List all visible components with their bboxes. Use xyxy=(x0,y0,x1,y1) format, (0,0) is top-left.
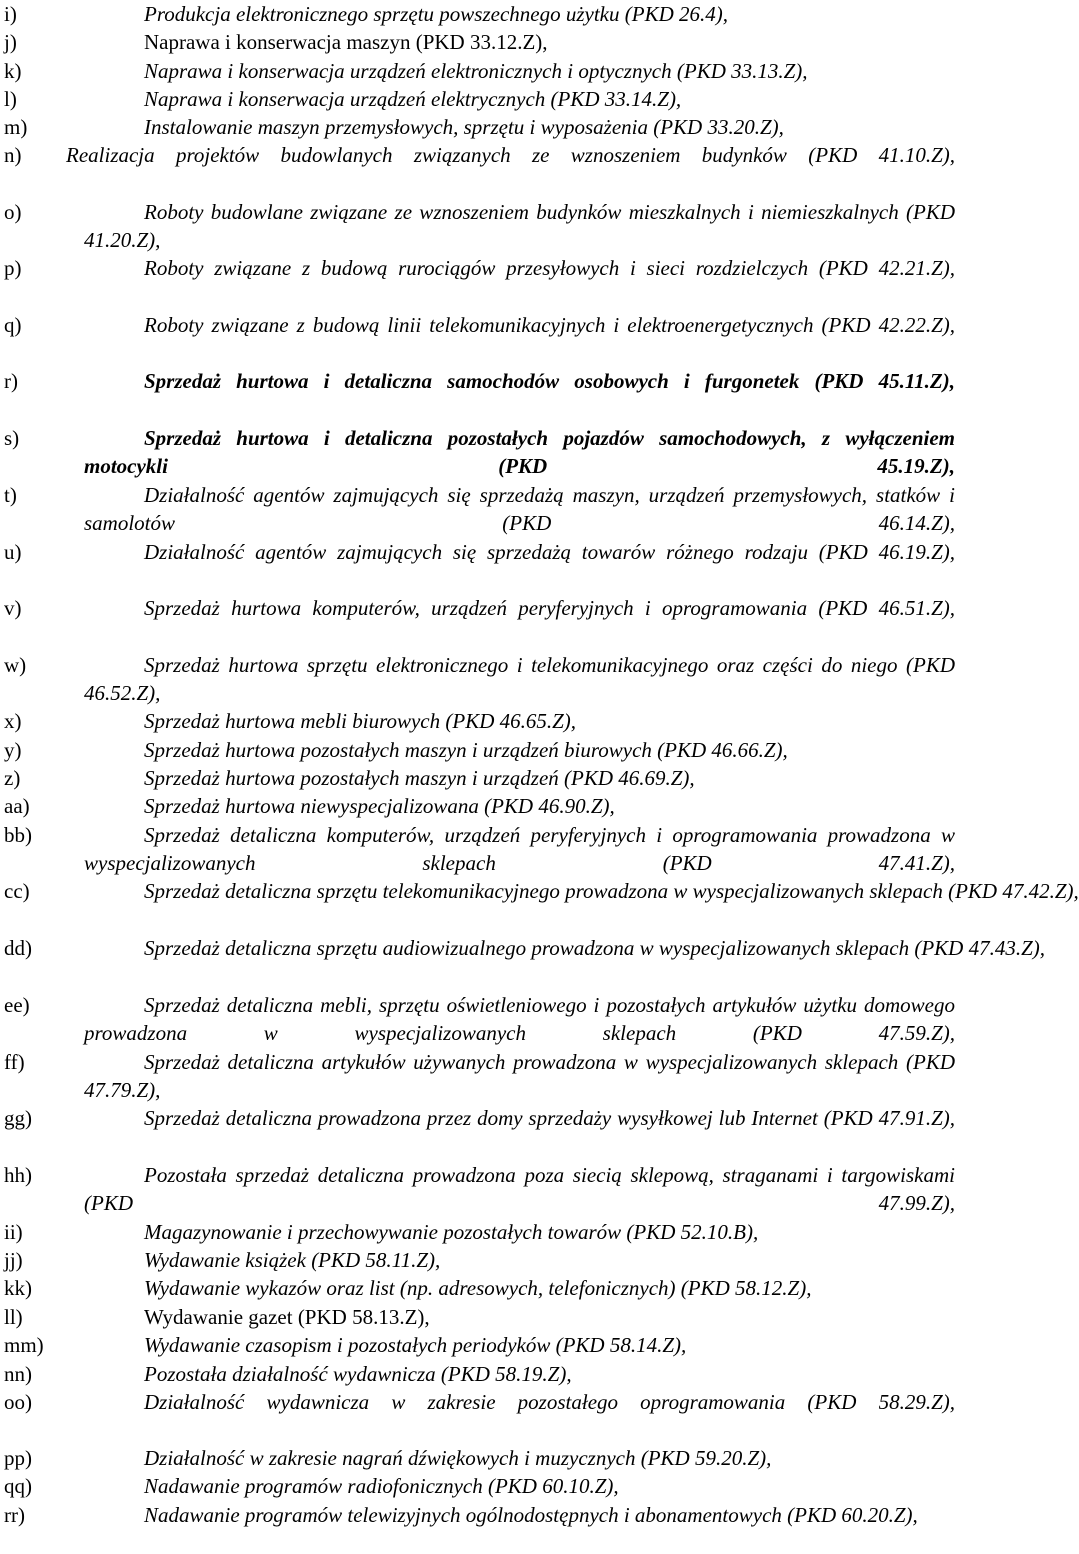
list-item-label: aa) xyxy=(4,794,30,818)
list-item xyxy=(0,85,960,113)
list-item-text: Sprzedaż detaliczna sprzętu audiowizualnego prowadzona w wyspecjalizowanych sklepach (PKD 47.43.Z), xyxy=(144,936,1046,960)
list-item-label: j) xyxy=(4,30,17,54)
list-item-label: t) xyxy=(4,483,17,507)
list-item-label: k) xyxy=(4,59,22,83)
list-item-text: Sprzedaż detaliczna artykułów używanych prowadzona w wyspecjalizowanych sklepach (PKD 47.79.Z), xyxy=(84,1050,955,1103)
list-item-label: oo) xyxy=(4,1390,32,1414)
list-item-text: Działalność wydawnicza w zakresie pozostałego oprogramowania (PKD 58.29.Z), xyxy=(144,1390,955,1414)
list-item-text: Naprawa i konserwacja urządzeń elektronicznych i optycznych (PKD 33.13.Z), xyxy=(144,59,808,83)
list-item-label: dd) xyxy=(4,936,32,960)
list-item-text: Pozostała działalność wydawnicza (PKD 58.19.Z), xyxy=(144,1362,572,1386)
list-item xyxy=(0,57,960,85)
list-item-text: Wydawanie książek (PKD 58.11.Z), xyxy=(144,1248,441,1272)
list-item-label: hh) xyxy=(4,1163,32,1187)
list-item xyxy=(0,991,960,1048)
list-item xyxy=(0,367,960,395)
list-item-label: bb) xyxy=(4,823,32,847)
list-item-label: v) xyxy=(4,596,22,620)
list-item-label: p) xyxy=(4,256,22,280)
list-item-text: Sprzedaż detaliczna sprzętu telekomunikacyjnego prowadzona w wyspecjalizowanych sklepach (PKD 47.42.Z), xyxy=(144,879,1079,903)
list-item xyxy=(0,311,960,339)
list-item xyxy=(0,1444,960,1472)
list-item-text: Pozostała sprzedaż detaliczna prowadzona poza siecią sklepową, straganami i targowiskami (PKD 47.99.Z), xyxy=(84,1163,955,1216)
list-item xyxy=(0,1218,960,1246)
list-item-label: cc) xyxy=(4,879,30,903)
list-item xyxy=(0,424,960,481)
list-item-text: Sprzedaż hurtowa i detaliczna samochodów osobowych i furgonetek (PKD 45.11.Z), xyxy=(144,369,955,393)
list-item-label: m) xyxy=(4,115,28,139)
list-item xyxy=(0,0,960,28)
list-item-text: Sprzedaż hurtowa mebli biurowych (PKD 46.65.Z), xyxy=(144,709,577,733)
list-item xyxy=(0,481,960,538)
list-item-label: i) xyxy=(4,2,17,26)
list-item-text: Roboty związane z budową linii telekomunikacyjnych i elektroenergetycznych (PKD 42.22.Z), xyxy=(144,313,955,337)
list-item-text: Sprzedaż detaliczna prowadzona przez domy sprzedaży wysyłkowej lub Internet (PKD 47.91.Z), xyxy=(144,1106,955,1130)
list-item xyxy=(0,764,960,792)
list-item-text: Wydawanie wykazów oraz list (np. adresowych, telefonicznych) (PKD 58.12.Z), xyxy=(144,1276,812,1300)
list-item-label: nn) xyxy=(4,1362,32,1386)
list-item-text: Sprzedaż hurtowa niewyspecjalizowana (PKD 46.90.Z), xyxy=(144,794,615,818)
list-item xyxy=(0,1501,960,1529)
list-item-text: Instalowanie maszyn przemysłowych, sprzętu i wyposażenia (PKD 33.20.Z), xyxy=(144,115,784,139)
list-item xyxy=(0,877,1079,905)
list-item-text: Nadawanie programów radiofonicznych (PKD 60.10.Z), xyxy=(144,1474,619,1498)
list-item-label: u) xyxy=(4,540,22,564)
list-item-text: Sprzedaż detaliczna komputerów, urządzeń peryferyjnych i oprogramowania prowadzona w wyspecjalizowanych sklepach (PKD 47.41.Z), xyxy=(84,823,955,876)
list-item xyxy=(0,934,1046,962)
list-item-text: Sprzedaż hurtowa sprzętu elektronicznego i telekomunikacyjnego oraz części do niego (PKD 46.52.Z), xyxy=(84,653,955,706)
list-item-label: kk) xyxy=(4,1276,32,1300)
list-item-label: ee) xyxy=(4,993,30,1017)
list-item-text: Wydawanie gazet (PKD 58.13.Z), xyxy=(144,1305,430,1329)
list-item-label: pp) xyxy=(4,1446,32,1470)
list-item xyxy=(0,1360,960,1388)
list-item-text: Sprzedaż hurtowa i detaliczna pozostałych pojazdów samochodowych, z wyłączeniem motocykli (PKD 45.19.Z), xyxy=(84,426,955,479)
list-item-label: qq) xyxy=(4,1474,32,1498)
list-item-text: Działalność agentów zajmujących się sprzedażą maszyn, urządzeń przemysłowych, statków i samolotów (PKD 46.14.Z), xyxy=(84,483,955,536)
list-item-label: mm) xyxy=(4,1333,44,1357)
list-item xyxy=(0,1472,960,1500)
list-item-label: z) xyxy=(4,766,21,790)
list-item-label: gg) xyxy=(4,1106,32,1130)
list-item xyxy=(0,594,960,622)
list-item xyxy=(0,707,960,735)
list-item xyxy=(0,736,960,764)
list-item xyxy=(0,198,960,255)
list-item-label: ff) xyxy=(4,1050,25,1074)
list-item-text: Wydawanie czasopism i pozostałych periodyków (PKD 58.14.Z), xyxy=(144,1333,687,1357)
list-item-label: n) xyxy=(4,143,22,167)
list-item-label: r) xyxy=(4,369,18,393)
list-item-text: Działalność w zakresie nagrań dźwiękowych i muzycznych (PKD 59.20.Z), xyxy=(144,1446,772,1470)
list-item-label: rr) xyxy=(4,1503,25,1527)
list-item-label: w) xyxy=(4,653,27,677)
list-item xyxy=(0,1048,960,1105)
list-item-text: Sprzedaż hurtowa pozostałych maszyn i urządzeń (PKD 46.69.Z), xyxy=(144,766,695,790)
list-item-label: x) xyxy=(4,709,22,733)
list-item xyxy=(0,113,960,141)
list-item-label: s) xyxy=(4,426,20,450)
list-item-text: Roboty budowlane związane ze wznoszeniem budynków mieszkalnych i niemieszkalnych (PKD 41.20.Z), xyxy=(84,200,955,253)
list-item-label: o) xyxy=(4,200,22,224)
list-item xyxy=(0,1303,960,1331)
list-item-label: q) xyxy=(4,313,22,337)
list-item-text: Nadawanie programów telewizyjnych ogólnodostępnych i abonamentowych (PKD 60.20.Z), xyxy=(144,1503,918,1527)
list-item-text: Roboty związane z budową rurociągów przesyłowych i sieci rozdzielczych (PKD 42.21.Z), xyxy=(144,256,955,280)
list-item xyxy=(0,1246,960,1274)
list-item-text: Produkcja elektronicznego sprzętu powszechnego użytku (PKD 26.4), xyxy=(144,2,728,26)
list-item-text: Realizacja projektów budowlanych związanych ze wznoszeniem budynków (PKD 41.10.Z), xyxy=(66,143,955,167)
list-item xyxy=(0,28,960,56)
list-item-text: Działalność agentów zajmujących się sprzedażą towarów różnego rodzaju (PKD 46.19.Z), xyxy=(144,540,955,564)
list-item-label: l) xyxy=(4,87,17,111)
list-item xyxy=(0,1161,960,1218)
list-item xyxy=(0,1388,960,1416)
list-item xyxy=(0,538,960,566)
list-item-text: Magazynowanie i przechowywanie pozostałych towarów (PKD 52.10.B), xyxy=(144,1220,759,1244)
list-item-text: Sprzedaż hurtowa pozostałych maszyn i urządzeń biurowych (PKD 46.66.Z), xyxy=(144,738,788,762)
list-item xyxy=(0,792,960,820)
list-item xyxy=(0,821,960,878)
list-item xyxy=(0,141,960,169)
list-item xyxy=(0,651,960,708)
list-item-text: Sprzedaż hurtowa komputerów, urządzeń peryferyjnych i oprogramowania (PKD 46.51.Z), xyxy=(144,596,955,620)
list-item xyxy=(0,1104,960,1132)
list-item-label: y) xyxy=(4,738,22,762)
list-item xyxy=(0,1274,960,1302)
list-item-label: ll) xyxy=(4,1305,23,1329)
list-item-label: ii) xyxy=(4,1220,23,1244)
list-item-text: Naprawa i konserwacja urządzeń elektrycznych (PKD 33.14.Z), xyxy=(144,87,682,111)
list-item-text: Sprzedaż detaliczna mebli, sprzętu oświetleniowego i pozostałych artykułów użytku domowego prowadzona w wyspecjalizowanych sklepach (PKD 47.59.Z), xyxy=(84,993,955,1046)
list-item xyxy=(0,1331,960,1359)
list-item xyxy=(0,254,960,282)
list-item-label: jj) xyxy=(4,1248,23,1272)
list-item-text: Naprawa i konserwacja maszyn (PKD 33.12.Z), xyxy=(144,30,548,54)
